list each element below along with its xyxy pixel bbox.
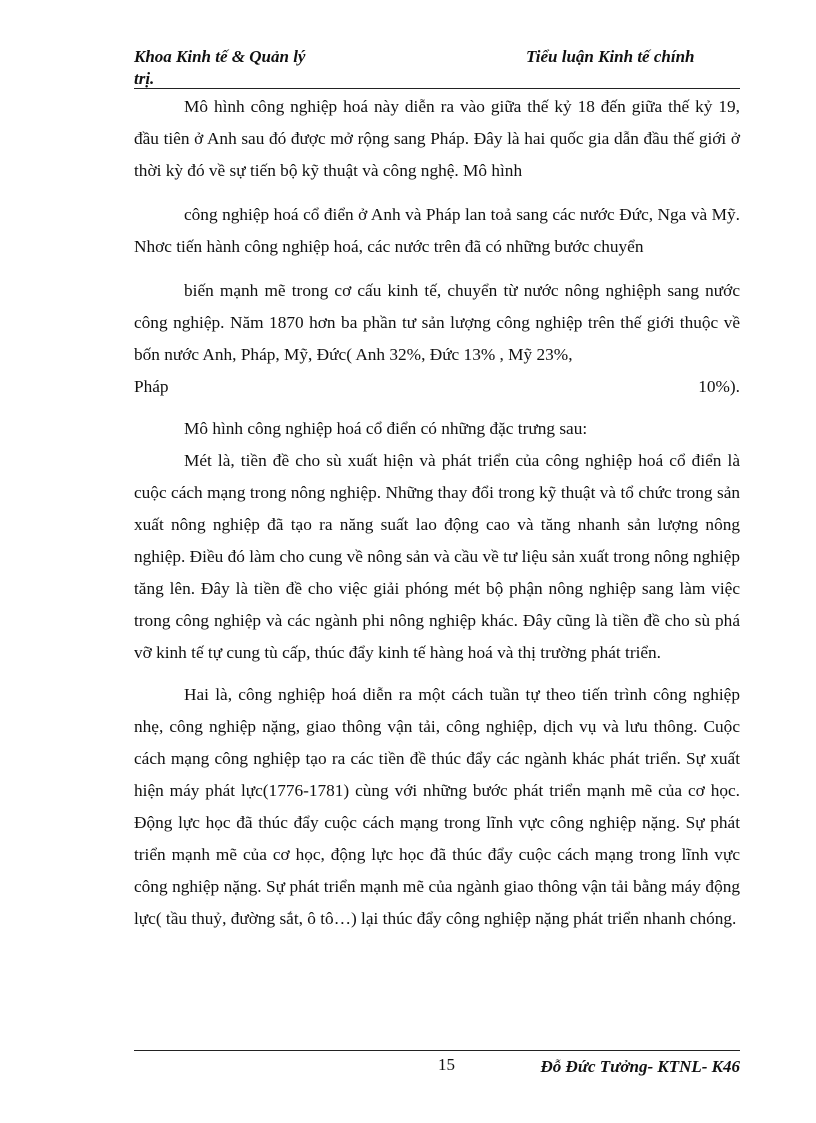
page-footer	[134, 1050, 740, 1081]
header-document-title: Tiểu luận Kinh tế chính	[526, 47, 695, 66]
paragraph-3-last-line	[134, 371, 740, 403]
page-header	[134, 46, 740, 89]
paragraph-3-end-left: Pháp	[134, 377, 169, 396]
header-faculty: Khoa Kinh tế & Quản lý trị.	[134, 47, 306, 88]
paragraph-4: Mô hình công nghiệp hoá cổ điển có những đặc trưng sau:	[184, 419, 588, 438]
document-body	[134, 91, 740, 935]
paragraph-5: Mét là, tiền đề cho sù xuất hiện và phát triển của công nghiệp hoá cổ điển là cuộc cách mạng trong nông nghiệp. Những thay đổi trong kỹ thuật và tổ chức trong sản xuất nông nghiệp đã tạo ra năng suất lao động cao và tăng nhanh sản lượng nông nghiệp. Điều đó làm cho cung về nông sản và cầu về tư liệu sản xuất trong nông nghiệp tăng lên. Đây là tiền đề cho việc giải phóng mét bộ phận nông nghiệp sang làm việc trong công nghiệp và các ngành phi nông nghiệp khác. Đây cũng là tiền đề cho sù phá vỡ kinh tế tự cung tù cấp, thúc đẩy kinh tế hàng hoá và thị trường phát triển.	[134, 451, 740, 662]
paragraph-6: Hai là, công nghiệp hoá diễn ra một cách tuần tự theo tiến trình công nghiệp nhẹ, công nghiệp nặng, giao thông vận tải, công nghiệp, dịch vụ và lưu thông. Cuộc cách mạng công nghiệp tạo ra các tiền đề thúc đẩy các ngành khác phát triển. Sự xuất hiện máy phát lực(1776-1781) cùng với những bước phát triển mạnh mẽ của cơ học. Động lực học đã thúc đẩy cuộc cách mạng trong lĩnh vực công nghiệp nặng. Sự phát triển mạnh mẽ của cơ học, động lực học đã thúc đẩy cuộc cách mạng trong lĩnh vực công nghiệp nặng. Sự phát triển mạnh mẽ của ngành giao thông vận tải bằng máy động lực( tầu thuỷ, đường sắt, ô tô…) lại thúc đẩy công nghiệp nặng phát triển nhanh chóng.	[134, 685, 740, 928]
paragraph-2: công nghiệp hoá cổ điển ở Anh và Pháp lan toả sang các nước Đức, Nga và Mỹ. Nhơc tiến hành công nghiệp hoá, các nước trên đã có những bước chuyển	[134, 205, 740, 256]
footer-author: Đỗ Đức Tưởng- KTNL- K46	[540, 1057, 740, 1076]
paragraph-3-end-right: 10%).	[698, 377, 740, 396]
page-number: 15	[438, 1055, 455, 1074]
paragraph-3: biến mạnh mẽ trong cơ cấu kinh tế, chuyển từ nước nông nghiệph sang nước công nghiệp. Năm 1870 hơn ba phần tư sản lượng công nghiệp trên thế giới thuộc về bốn nước Anh, Pháp, Mỹ, Đức( Anh 32%, Đức 13% , Mỹ 23%,	[134, 281, 740, 364]
paragraph-1: Mô hình công nghiệp hoá này diễn ra vào giữa thế kỷ 18 đến giữa thế kỷ 19, đầu tiên ở Anh sau đó được mở rộng sang Pháp. Đây là hai quốc gia dẫn đầu thế giới ở thời kỳ đó về sự tiến bộ kỹ thuật và công nghệ. Mô hình	[134, 97, 740, 180]
